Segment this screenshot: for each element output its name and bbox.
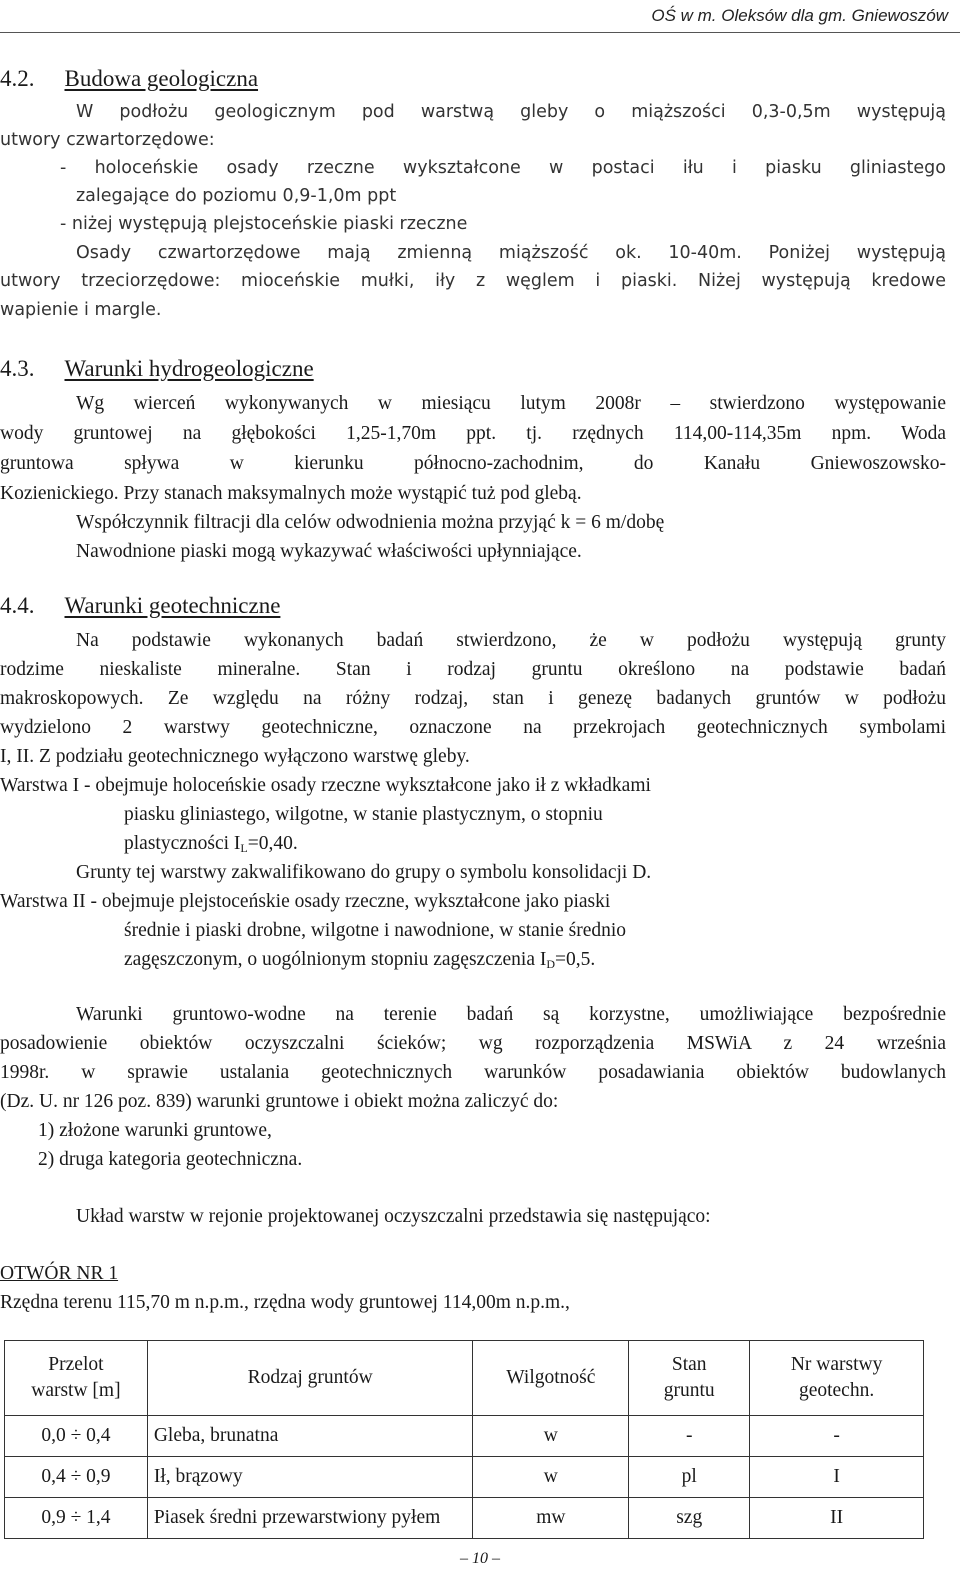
paragraph-line: I, II. Z podziału geotechnicznego wyłączono warstwę gleby.: [0, 746, 470, 767]
cell-layer-number: -: [750, 1416, 924, 1457]
paragraph-line: Osady czwartorzędowe mają zmienną miąższość ok. 10-40m. Poniżej występują: [76, 243, 946, 263]
list-item: 1) złożone warunki gruntowe,: [38, 1120, 272, 1141]
table-header-row: [5, 1341, 924, 1416]
header-state: Stan gruntu: [629, 1341, 750, 1416]
section-4-3-heading: [0, 356, 314, 382]
cell-state: szg: [629, 1498, 750, 1539]
layer-1-description: piasku gliniastego, wilgotne, w stanie plastycznym, o stopniu: [124, 804, 603, 825]
header-rule: [0, 32, 960, 33]
layer-2-description: Warstwa II - obejmuje plejstoceńskie osady rzeczne, wykształcone jako piaski: [0, 891, 611, 912]
plasticity-label: plastyczności I: [124, 833, 241, 854]
density-subscript: D: [546, 957, 556, 971]
list-item: 2) druga kategoria geotechniczna.: [38, 1149, 303, 1170]
density-value: =0,5.: [555, 949, 596, 970]
cell-soil-type: Piasek średni przewarstwiony pyłem: [147, 1498, 473, 1539]
table-row: [5, 1457, 924, 1498]
header-layer-number: Nr warstwy geotechn.: [750, 1341, 924, 1416]
paragraph-line: Układ warstw w rejonie projektowanej oczyszczalni przedstawia się następująco:: [76, 1206, 711, 1227]
paragraph-line: W podłożu geologicznym pod warstwą gleby o miąższości 0,3-0,5m występują: [76, 102, 946, 122]
paragraph-line: Na podstawie wykonanych badań stwierdzono, że w podłożu występują grunty: [76, 630, 946, 651]
paragraph-line: makroskopowych. Ze względu na różny rodzaj, stan i genezę badanych gruntów w podłożu: [0, 688, 946, 709]
list-item: - niżej występują plejstoceńskie piaski rzeczne: [60, 214, 468, 234]
section-number: 4.2.: [0, 66, 35, 91]
paragraph-line: wapienie i margle.: [0, 300, 162, 320]
cell-soil-type: Gleba, brunatna: [147, 1416, 473, 1457]
section-title: Budowa geologiczna: [64, 66, 259, 91]
cell-moisture: mw: [473, 1498, 629, 1539]
plasticity-subscript: L: [240, 841, 248, 855]
paragraph-line: Nawodnione piaski mogą wykazywać właściwości upłynniające.: [76, 541, 582, 562]
soil-layers-table: [4, 1340, 924, 1539]
paragraph-line: rodzime nieskaliste mineralne. Stan i rodzaj gruntu określono na podstawie badań: [0, 659, 946, 680]
cell-moisture: w: [473, 1457, 629, 1498]
density-label: zagęszczonym, o uogólnionym stopniu zagęszczenia I: [124, 949, 547, 970]
section-number: 4.4.: [0, 593, 35, 618]
cell-moisture: w: [473, 1416, 629, 1457]
layer-1-classification: Grunty tej warstwy zakwalifikowano do grupy o symbolu konsolidacji D.: [76, 862, 652, 883]
cell-state: pl: [629, 1457, 750, 1498]
list-item-continuation: zalegające do poziomu 0,9-1,0m ppt: [76, 186, 397, 206]
layer-2-description: średnie i piaski drobne, wilgotne i nawodnione, w stanie średnio: [124, 920, 627, 941]
paragraph-line: wydzielono 2 warstwy geotechniczne, oznaczone na przekrojach geotechnicznych symbolami: [0, 717, 946, 738]
section-4-2-heading: [0, 66, 258, 92]
list-item: - holoceńskie osady rzeczne wykształcone w postaci iłu i piasku gliniastego: [60, 158, 946, 178]
paragraph-line: wody gruntowej na głębokości 1,25-1,70m ppt. tj. rzędnych 114,00-114,35m npm. Woda: [0, 423, 946, 444]
table-row: [5, 1498, 924, 1539]
layer-1-description: Warstwa I - obejmuje holoceńskie osady rzeczne wykształcone jako ił z wkładkami: [0, 775, 651, 796]
page-number: – 10 –: [460, 1550, 500, 1567]
section-title: Warunki geotechniczne: [64, 593, 281, 618]
paragraph-line: gruntowa spływa w kierunku północno-zachodnim, do Kanału Gniewoszowsko-: [0, 453, 946, 474]
running-header: OŚ w m. Oleksów dla gm. Gniewoszów: [651, 6, 948, 25]
header-moisture: Wilgotność: [473, 1341, 629, 1416]
paragraph-line: (Dz. U. nr 126 poz. 839) warunki gruntowe i obiekt można zaliczyć do:: [0, 1091, 559, 1112]
layer-1-plasticity: [124, 833, 298, 856]
layer-2-density: [124, 949, 595, 972]
borehole-elevation: Rzędna terenu 115,70 m n.p.m., rzędna wody gruntowej 114,00m n.p.m.,: [0, 1292, 570, 1313]
section-number: 4.3.: [0, 356, 35, 381]
cell-depth: 0,9 ÷ 1,4: [5, 1498, 148, 1539]
cell-depth: 0,0 ÷ 0,4: [5, 1416, 148, 1457]
paragraph-line: utwory czwartorzędowe:: [0, 130, 215, 150]
cell-layer-number: I: [750, 1457, 924, 1498]
paragraph-line: Kozienickiego. Przy stanach maksymalnych może wystąpić tuż pod glebą.: [0, 483, 582, 504]
section-title: Warunki hydrogeologiczne: [64, 356, 314, 381]
paragraph-line: Wg wierceń wykonywanych w miesiącu lutym 2008r – stwierdzono występowanie: [76, 393, 946, 414]
paragraph-line: Współczynnik filtracji dla celów odwodnienia można przyjąć k = 6 m/dobę: [76, 512, 665, 533]
cell-soil-type: Ił, brązowy: [147, 1457, 473, 1498]
table-row: [5, 1416, 924, 1457]
cell-layer-number: II: [750, 1498, 924, 1539]
paragraph-line: posadowienie obiektów oczyszczalni ścieków; wg rozporządzenia MSWiA z 24 września: [0, 1033, 946, 1054]
plasticity-value: =0,40.: [247, 833, 298, 854]
header-depth: Przelot warstw [m]: [5, 1341, 148, 1416]
cell-state: -: [629, 1416, 750, 1457]
header-soil-type: Rodzaj gruntów: [147, 1341, 473, 1416]
cell-depth: 0,4 ÷ 0,9: [5, 1457, 148, 1498]
paragraph-line: utwory trzeciorzędowe: mioceńskie mułki, iły z węglem i piaski. Niżej występują kredowe: [0, 271, 946, 291]
borehole-title: OTWÓR NR 1: [0, 1263, 119, 1284]
section-4-4-heading: [0, 593, 280, 619]
paragraph-line: Warunki gruntowo-wodne na terenie badań są korzystne, umożliwiające bezpośrednie: [76, 1004, 946, 1025]
paragraph-line: 1998r. w sprawie ustalania geotechnicznych warunków posadawiania obiektów budowlanych: [0, 1062, 946, 1083]
